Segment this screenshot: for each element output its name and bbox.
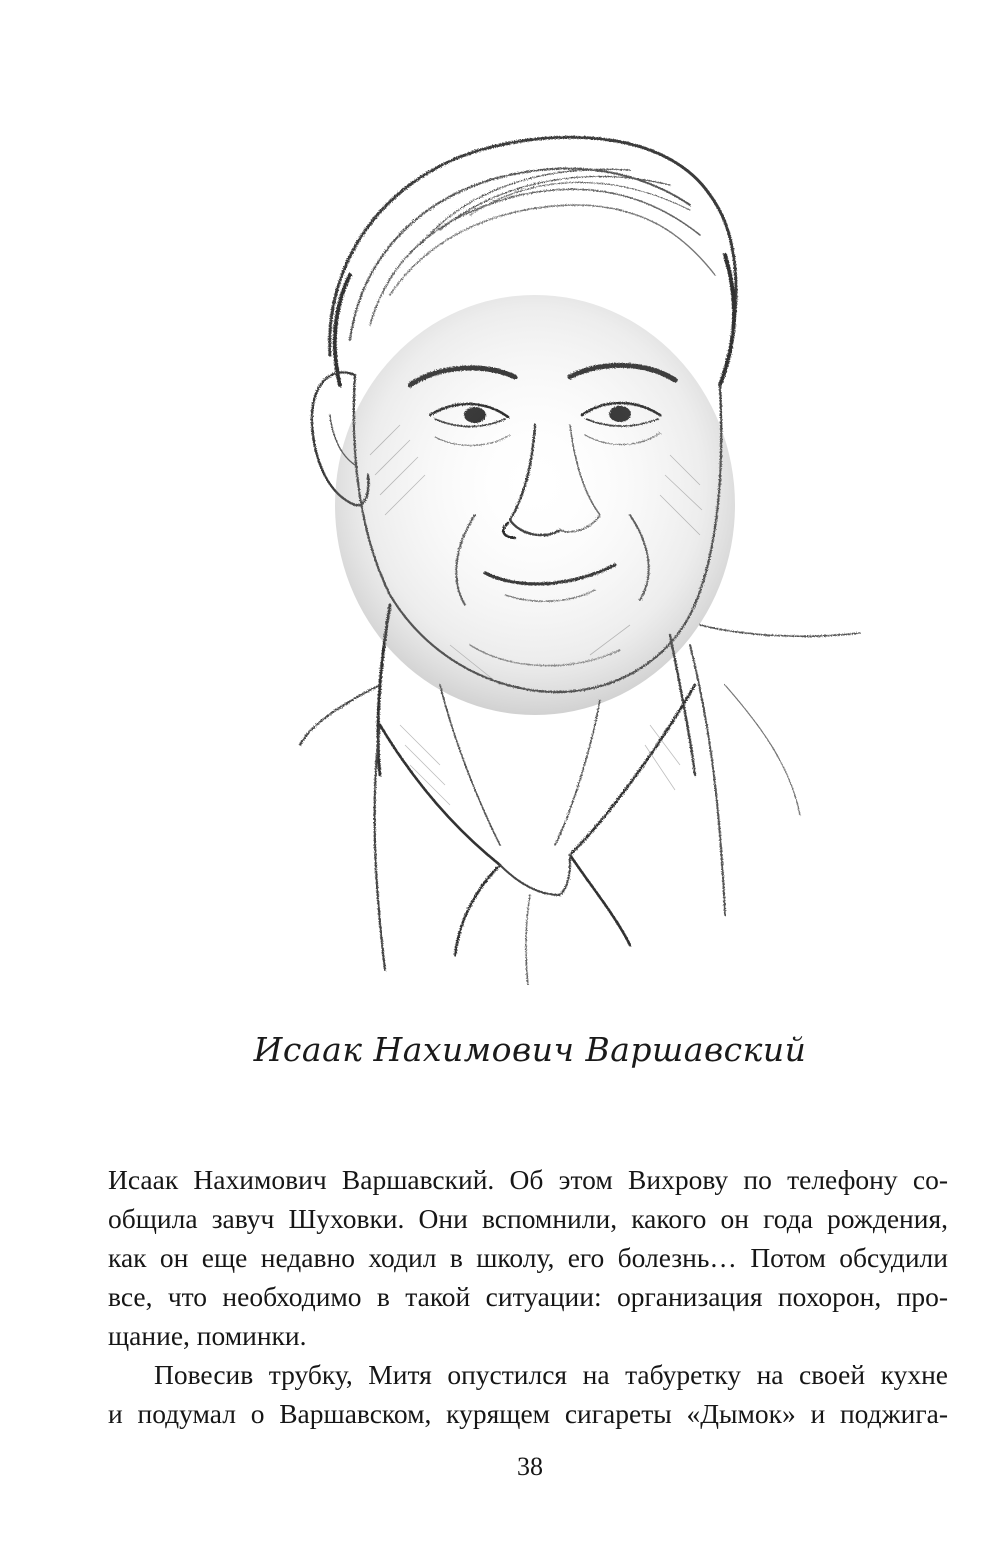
text-line: Повесив трубку, Митя опустился на табуретку на своей кухне: [154, 1359, 948, 1390]
paragraph-1: [108, 1160, 948, 1355]
paragraph-2: [108, 1355, 948, 1433]
text-line: щание, поминки.: [108, 1320, 307, 1351]
text-line: все, что необходимо в такой ситуации: организация похорон, про-: [108, 1281, 948, 1312]
text-line: как он еще недавно ходил в школу, его болезнь… Потом обсудили: [108, 1242, 948, 1273]
text-line: и подумал о Варшавском, курящем сигареты «Дымок» и поджига-: [108, 1398, 948, 1429]
portrait-sketch: [270, 125, 870, 985]
page-number: 38: [517, 1452, 543, 1481]
body-text: [108, 1160, 948, 1433]
text-line: Исаак Нахимович Варшавский. Об этом Вихрову по телефону со-: [108, 1164, 948, 1195]
portrait-caption: Исаак Нахимович Варшавский: [253, 1030, 807, 1069]
text-line: общила завуч Шуховки. Они вспомнили, какого он года рождения,: [108, 1203, 948, 1234]
